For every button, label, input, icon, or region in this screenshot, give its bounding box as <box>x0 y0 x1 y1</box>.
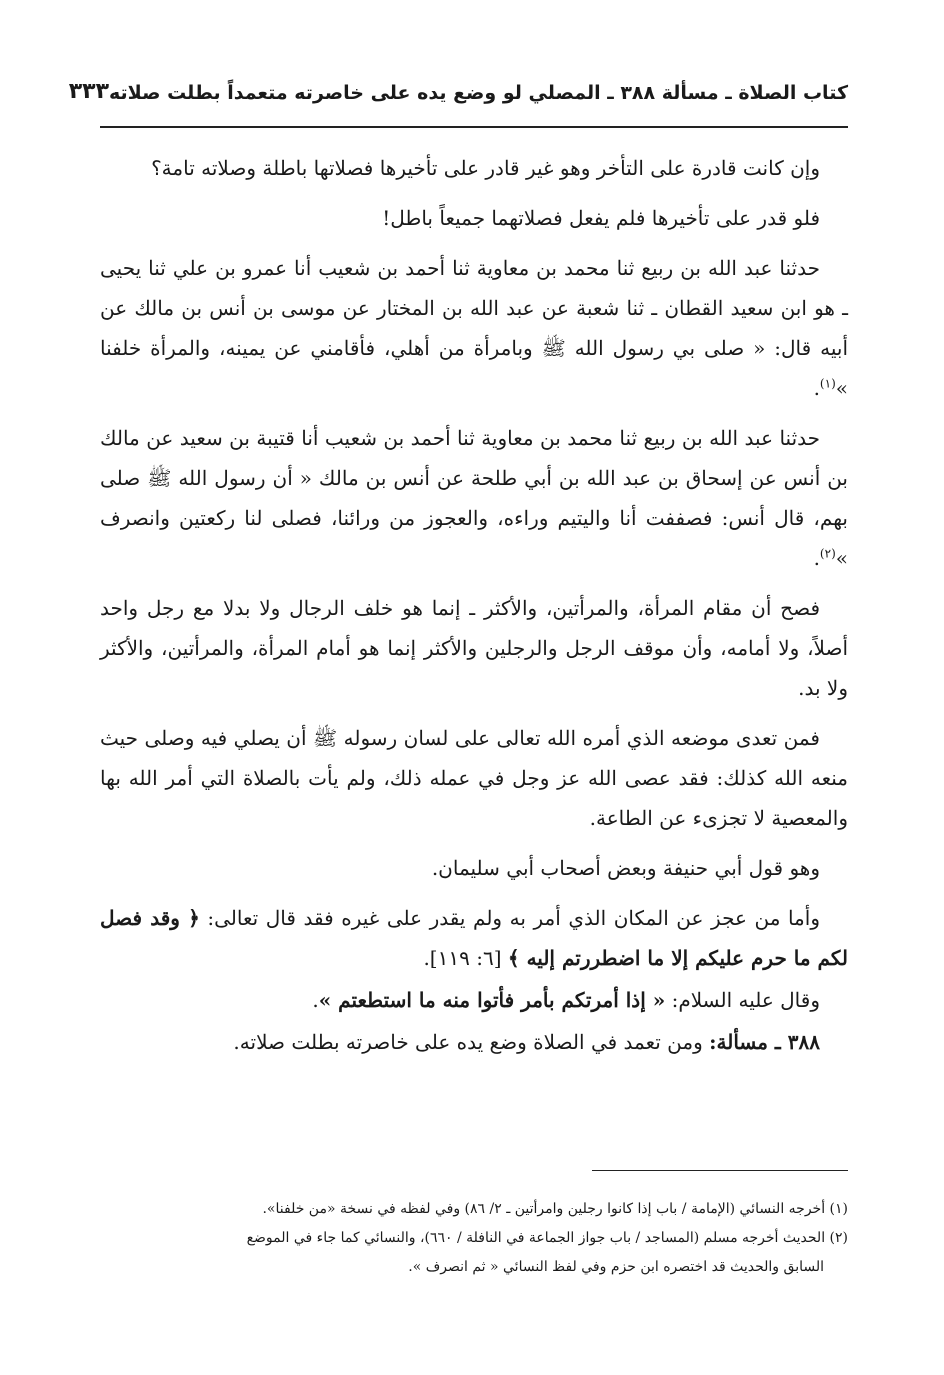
issue-388 <box>100 1022 848 1062</box>
paragraph-6: فمن تعدى موضعه الذي أمره الله تعالى على لسان رسوله ﷺ أن يصلي فيه وصلى حيث منعه الله كذلك: فقد عصى الله عز وجل في عمله ذلك، ولم يأت بالصلاة التي أمر الله بها والمعصية لا تجزىء عن الطاعة. <box>100 726 849 830</box>
footnote-marker-2: (٢) <box>819 546 836 561</box>
main-text <box>100 148 848 1072</box>
paragraph-5: فصح أن مقام المرأة، والمرأتين، والأكثر ـ إنما هو خلف الرجال ولا بدلا مع رجل واحد أصلاً، ولا أمامه، وأن موقف الرجل والرجلين والأكثر إنما هو أمام المرأة، والمرأتين، والأكثر ولا بد. <box>100 596 848 700</box>
footnote-2-line-1: (٢) الحديث أخرجه مسلم (المساجد / باب جواز الجماعة في النافلة / ٦٦٠)، والنسائي كما جاء في الموضع <box>246 1230 848 1246</box>
running-title: كتاب الصلاة ـ مسألة ٣٨٨ ـ المصلي لو وضع يده على خاصرته متعمداً بطلت صلاته <box>109 82 848 104</box>
paragraph-9 <box>100 980 848 1020</box>
footnote-divider <box>592 1170 848 1171</box>
paragraph-8 <box>100 898 848 978</box>
prophetic-quote: « إذا أمرتكم بأمر فأتوا منه ما استطعتم » <box>318 988 666 1012</box>
paragraph-2: فلو قدر على تأخيرها فلم يفعل فصلاتهما جميعاً باطل! <box>382 206 820 230</box>
footnote-marker-1: (١) <box>819 376 836 391</box>
paragraph-9-intro: وقال عليه السلام: <box>671 988 820 1012</box>
page-header <box>68 78 848 128</box>
quran-verse: ﴿ وقد فصل لكم ما حرم عليكم إلا ما اضطررتم إليه ﴾ <box>100 906 848 970</box>
paragraph-hadith-1: حدثنا عبد الله بن ربيع ثنا محمد بن معاوية ثنا أحمد بن شعيب أنا عمرو بن علي ثنا يحيى ـ هو ابن سعيد القطان ـ ثنا شعبة عن عبد الله بن المختار عن موسى بن أنس بن مالك عن أبيه قال: « صلى بي رسول الله ﷺ وبامرأة من أهلي، فأقامني عن يمينه، والمرأة خلفنا »$^{(١)}$. <box>100 256 848 400</box>
paragraph-8-intro: وأما من عجز عن المكان الذي أمر به ولم يقدر على غيره فقد قال تعالى: <box>207 906 820 930</box>
footnote-1: (١) أخرجه النسائي (الإمامة / باب إذا كانوا رجلين وامرأتين ـ ٢/ ٨٦) وفي لفظه في نسخة «من خلفنا». <box>262 1201 848 1217</box>
paragraph-9-end: . <box>312 988 319 1012</box>
paragraph-1: وإن كانت قادرة على التأخر وهو غير قادر على تأخيرها فصلاتها باطلة وصلاته تامة؟ <box>151 156 820 180</box>
page-number: ٣٣٣ <box>68 79 110 104</box>
verse-reference: [٦: ١١٩]. <box>423 946 502 970</box>
hadith-1-text: حدثنا عبد الله بن ربيع ثنا محمد بن معاوية ثنا أحمد بن شعيب أنا عمرو بن علي ثنا يحيى ـ هو ابن سعيد القطان ـ ثنا شعبة عن عبد الله بن المختار عن موسى بن أنس بن مالك عن أبيه قال: « صلى بي رسول الله ﷺ وبامرأة من أهلي، فأقامني عن يمينه، والمرأة خلفنا » <box>100 256 848 400</box>
paragraph-7: وهو قول أبي حنيفة وبعض أصحاب أبي سليمان. <box>431 856 820 880</box>
paragraph-hadith-2: حدثنا عبد الله بن ربيع ثنا محمد بن معاوية ثنا أحمد بن شعيب أنا قتيبة بن سعيد عن مالك بن أنس عن إسحاق بن عبد الله بن أبي طلحة عن أنس بن مالك « أن رسول الله ﷺ صلى بهم، قال أنس: فصففت أنا واليتيم وراءه، والعجوز من ورائنا، فصلى لنا ركعتين وانصرف »$^{(٢)}$. <box>100 426 848 570</box>
footnote-2-line-2: السابق والحديث قد اختصره ابن حزم وفي لفظ النسائي « ثم انصرف ». <box>408 1259 824 1275</box>
issue-label: ٣٨٨ ـ مسألة: <box>709 1030 820 1054</box>
footnotes <box>100 1195 848 1282</box>
issue-text: ومن تعمد في الصلاة وضع يده على خاصرته بطلت صلاته. <box>233 1030 703 1054</box>
hadith-2-text: حدثنا عبد الله بن ربيع ثنا محمد بن معاوية ثنا أحمد بن شعيب أنا قتيبة بن سعيد عن مالك بن أنس عن إسحاق بن عبد الله بن أبي طلحة عن أنس بن مالك « أن رسول الله ﷺ صلى بهم، قال أنس: فصففت أنا واليتيم وراءه، والعجوز من ورائنا، فصلى لنا ركعتين وانصرف » <box>100 426 848 570</box>
